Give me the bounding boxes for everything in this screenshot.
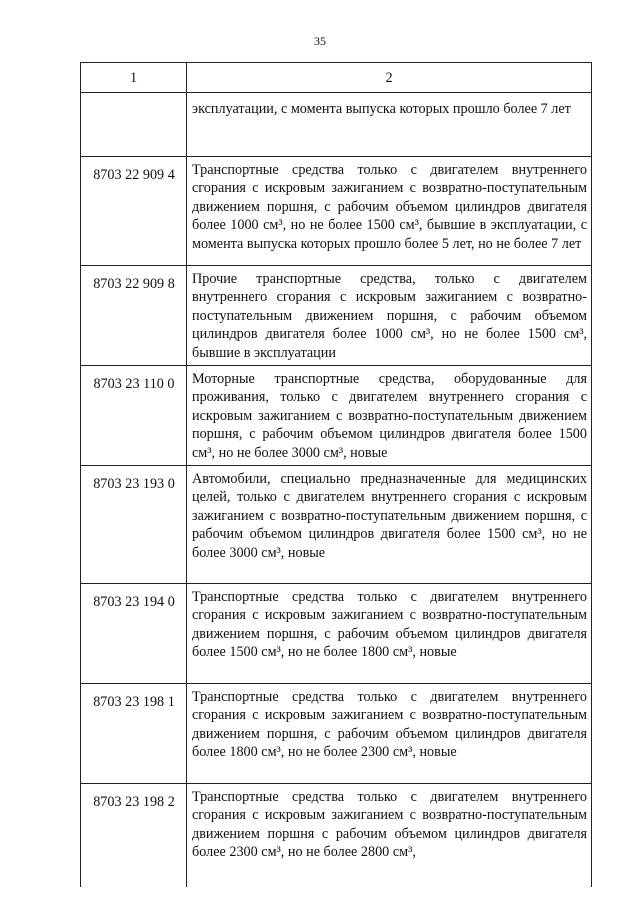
row-code: 8703 23 193 0 <box>81 466 187 584</box>
row-description: Транспортные средства только с двигателем внутреннего сгорания с искровым зажиганием с возвратно-поступательным движением поршня, с рабочим объемом цилиндров двигателя более 1800 см³, но не более 2300 см³, новые <box>187 684 592 784</box>
table-row <box>81 684 592 784</box>
row-code: 8703 23 110 0 <box>81 366 187 466</box>
row-description: Автомобили, специально предназначенные для медицинских целей, только с двигателем внутреннего сгорания с искровым зажиганием с возвратно-поступательным движением поршня, с рабочим объемом цилиндров двигателя более 1500 см³, но не более 3000 см³, новые <box>187 466 592 584</box>
column-header-description: 2 <box>187 63 592 93</box>
row-code: 8703 23 194 0 <box>81 584 187 684</box>
row-code: 8703 22 909 4 <box>81 157 187 266</box>
table-row <box>81 784 592 888</box>
page-number: 35 <box>314 34 326 48</box>
row-description: Транспортные средства только с двигателем внутреннего сгорания с искровым зажиганием с возвратно-поступательным движением поршня, с рабочим объемом цилиндров двигателя более 1000 см³, но не более 1500 см³, бывшие в эксплуатации, с момента выпуска которых прошло более 5 лет, но не более 7 лет <box>187 157 592 266</box>
row-description: Прочие транспортные средства, только с двигателем внутреннего сгорания с искровым зажиганием с возвратно-поступательным движением поршня, с рабочим объемом цилиндров двигателя более 1000 см³, но не более 1500 см³, бывшие в эксплуатации <box>187 266 592 366</box>
row-description: Транспортные средства только с двигателем внутреннего сгорания с искровым зажиганием с возвратно-поступательным движением поршня, с рабочим объемом цилиндров двигателя более 1500 см³, но не более 1800 см³, новые <box>187 584 592 684</box>
table-row <box>81 157 592 266</box>
row-description: эксплуатации, с момента выпуска которых прошло более 7 лет <box>187 93 592 157</box>
row-code: 8703 22 909 8 <box>81 266 187 366</box>
row-description: Транспортные средства только с двигателем внутреннего сгорания с искровым зажиганием с возвратно-поступательным движением поршня с рабочим объемом цилиндров двигателя более 2300 см³, но не более 2800 см³, <box>187 784 592 888</box>
row-code <box>81 93 187 157</box>
row-description: Моторные транспортные средства, оборудованные для проживания, только с двигателем внутреннего сгорания с искровым зажиганием с возвратно-поступательным движением поршня, с рабочим объемом цилиндров двигателя более 1500 см³, но не более 3000 см³, новые <box>187 366 592 466</box>
table-row <box>81 93 592 157</box>
table-row <box>81 466 592 584</box>
tariff-code-table <box>80 62 592 887</box>
table-row <box>81 366 592 466</box>
table-row <box>81 584 592 684</box>
table-row <box>81 266 592 366</box>
row-code: 8703 23 198 2 <box>81 784 187 888</box>
table-header-row <box>81 63 592 93</box>
column-header-code: 1 <box>81 63 187 93</box>
row-code: 8703 23 198 1 <box>81 684 187 784</box>
